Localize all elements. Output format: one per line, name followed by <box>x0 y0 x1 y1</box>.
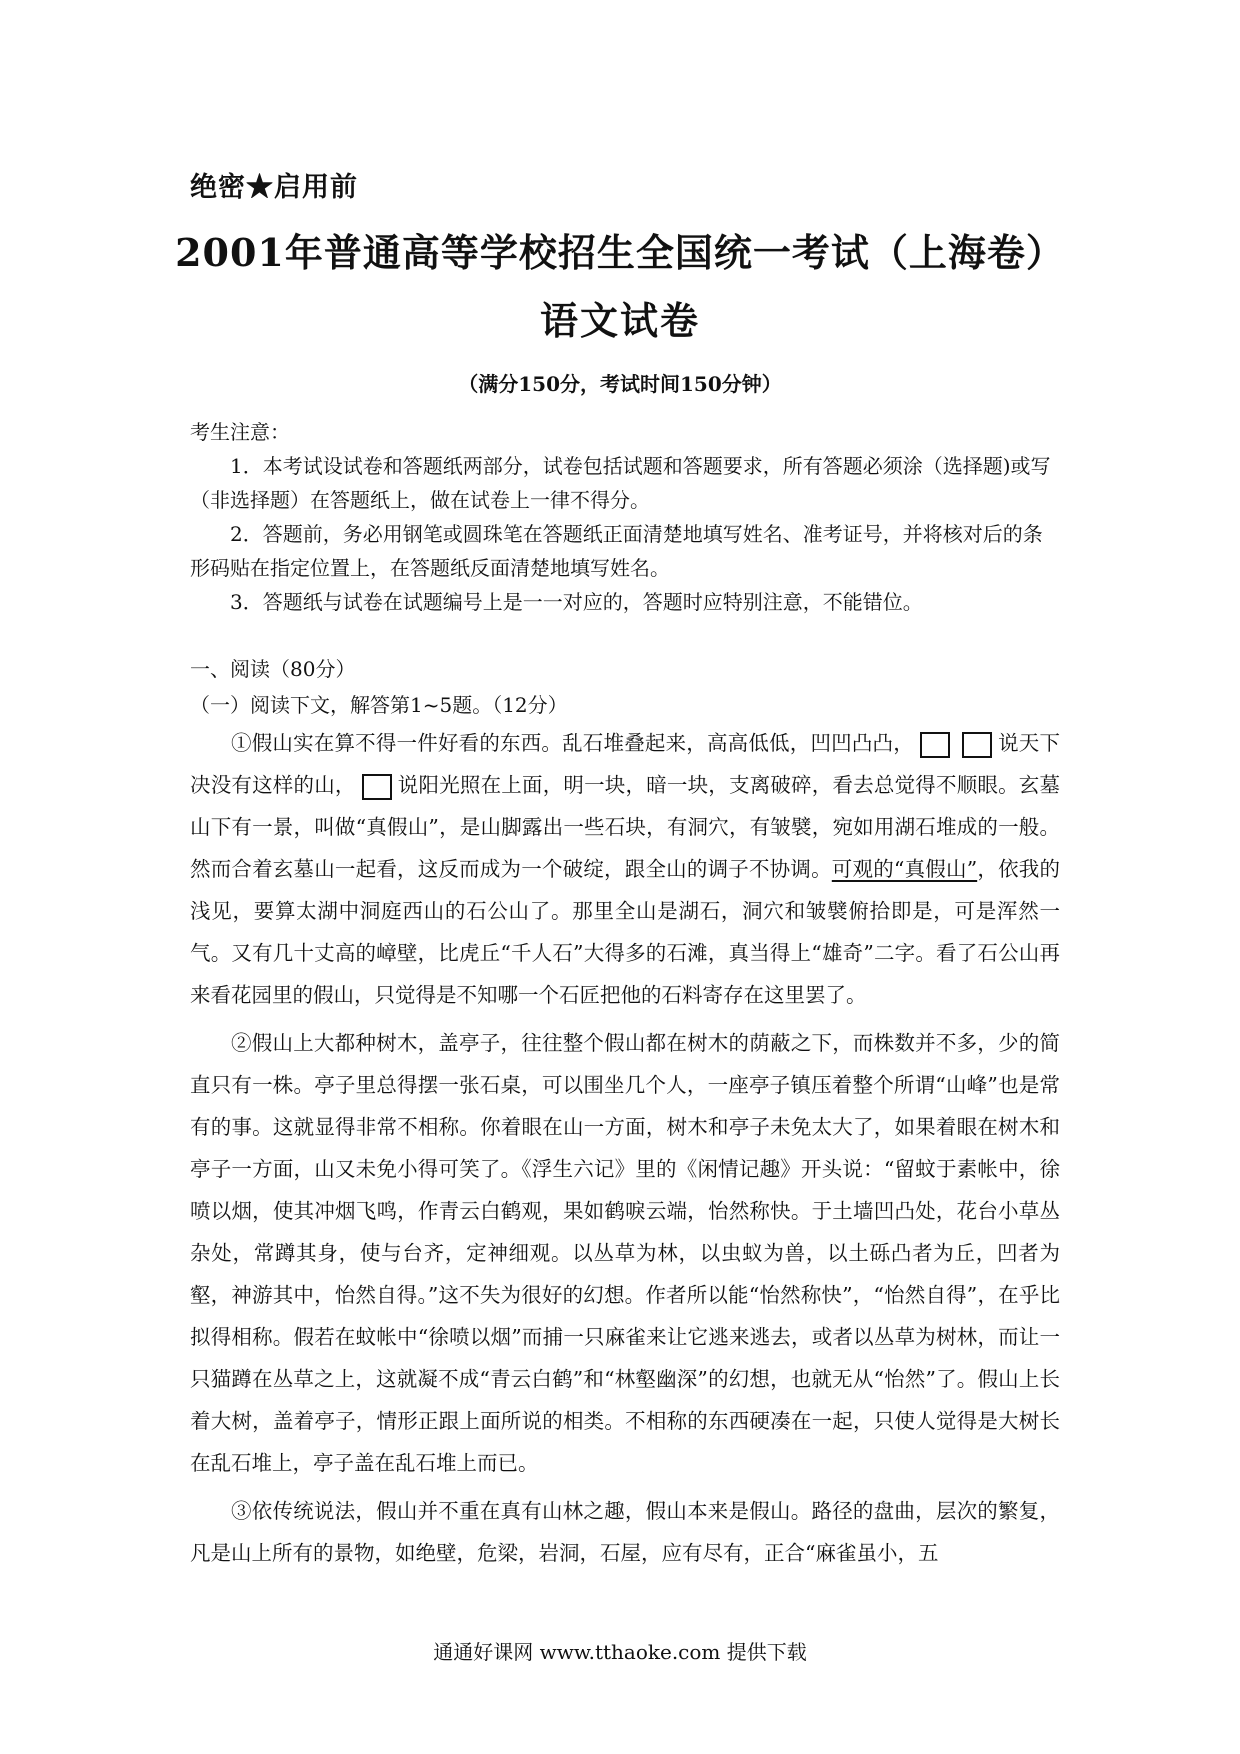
notice-heading: 考生注意： <box>190 420 290 444</box>
paragraph-2: ②假山上大都种树木，盖亭子，往往整个假山都在树木的荫蔽之下，而株数并不多，少的简直只有一株。亭子里总得摆一张石桌，可以围坐几个人，一座亭子镇压着整个所谓“山峰”也是常有的事。这就显得非常不相称。你着眼在山一方面，树木和亭子未免太大了，如果着眼在树木和亭子一方面，山又未免小得可笑了。《浮生六记》里的《闲情记趣》开头说：“留蚊于素帐中，徐喷以烟，使其冲烟飞鸣，作青云白鹤观，果如鹤唳云端，怡然称快。于土墙凹凸处，花台小草丛杂处，常蹲其身，使与台齐，定神细观。以丛草为林，以虫蚁为兽，以土砾凸者为丘，凹者为壑，神游其中，怡然自得。”这不失为很好的幻想。作者所以能“怡然称快”，“怡然自得”，在乎比拟得相称。假若在蚊帐中“徐喷以烟”而捕一只麻雀来让它逃来逃去，或者以丛草为树林，而让一只猫蹲在丛草之上，这就凝不成“青云白鹤”和“林壑幽深”的幻想，也就无从“怡然”了。假山上长着大树，盖着亭子，情形正跟上面所说的相类。不相称的东西硬凑在一起，只使人觉得是大树长在乱石堆上，亭子盖在乱石堆上而已。 <box>190 1031 1060 1475</box>
reading-passage <box>190 722 1060 1580</box>
paragraph-1 <box>190 722 1060 1016</box>
exam-subtitle: 语文试卷 <box>539 298 700 343</box>
answer-blank-3 <box>362 774 392 800</box>
candidate-notice <box>190 415 1060 619</box>
section-heading: 一、阅读（80分） <box>190 657 356 681</box>
exam-title: 2001年普通高等学校招生全国统一考试（上海卷） <box>175 230 1065 275</box>
passage-instruction: （一）阅读下文，解答第1~5题。（12分） <box>190 693 568 717</box>
underlined-phrase: 可观的“真假山” <box>831 857 978 881</box>
reading-section <box>190 651 1060 723</box>
notice-item-1: 1．本考试设试卷和答题纸两部分，试卷包括试题和答题要求，所有答题必须涂（选择题)或写（非选择题）在答题纸上，做在试卷上一律不得分。 <box>190 454 1051 512</box>
answer-blank-2 <box>962 732 992 758</box>
paragraph-3: ③依传统说法，假山并不重在真有山林之趣，假山本来是假山。路径的盘曲，层次的繁复，凡是山上所有的景物，如绝壁，危梁，岩洞，石屋，应有尽有，正合“麻雀虽小，五 <box>190 1499 1060 1565</box>
confidential-label: 绝密★启用前 <box>190 172 358 203</box>
paragraph-1-part-c: 说阳光照在上面，明一块，暗一块，支离破碎，看去总觉得不顺眼。玄墓山下有一景，叫做“真假山”，是山脚露出一些石块，有洞穴，有皱襞，宛如用湖石堆成的一般。然而合着玄墓山一起看，这反而成为一个破绽，跟全山的调子不协调。 <box>190 773 1061 881</box>
notice-item-3: 3．答题纸与试卷在试题编号上是一一对应的，答题时应特别注意，不能错位。 <box>230 590 923 614</box>
paragraph-1-part-b: 说天下决没有这样的山， <box>190 731 1061 797</box>
answer-blank-1 <box>920 732 950 758</box>
paragraph-1-part-d: ，依我的浅见，要算太湖中洞庭西山的石公山了。那里全山是湖石，洞穴和皱襞俯拾即是，可是浑然一气。又有几十丈高的嶂壁，比虎丘“千人石”大得多的石滩，真当得上“雄奇”二字。看了石公山再来看花园里的假山，只觉得是不知哪一个石匠把他的石料寄存在这里罢了。 <box>190 857 1060 1007</box>
download-footer: 通通好课网 www.tthaoke.com 提供下载 <box>433 1640 807 1664</box>
paragraph-1-part-a: ①假山实在算不得一件好看的东西。乱石堆叠起来，高高低低，凹凹凸凸， <box>231 731 914 755</box>
notice-item-2: 2．答题前，务必用钢笔或圆珠笔在答题纸正面清楚地填写姓名、准考证号，并将核对后的条形码贴在指定位置上，在答题纸反面清楚地填写姓名。 <box>190 522 1043 580</box>
score-time-note: （满分150分，考试时间150分钟） <box>458 372 782 396</box>
